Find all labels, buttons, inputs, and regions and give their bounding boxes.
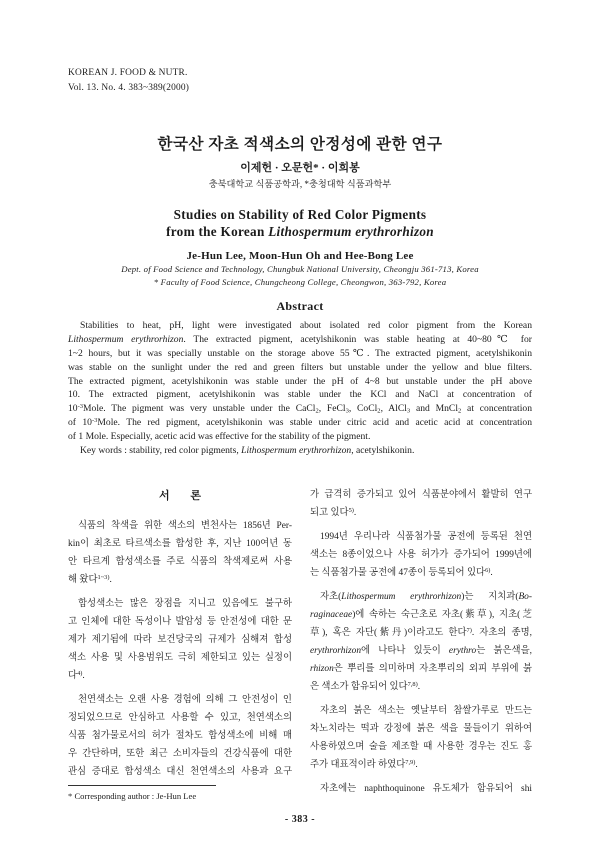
superscript: 4)	[77, 669, 83, 677]
text-line: $10^{-3}Mole$. The pigment was very unstable under the CaCl$_2$, FeCl$_3$, CoCl$_2$, AlCl$_3$ and MnCl$_2$ at concentration	[68, 403, 532, 415]
affiliation-korean: 충북대학교 식품공학과, *충청대학 식품과학부	[208, 179, 392, 189]
text-line: 다$^{4)}$.	[68, 669, 85, 681]
italic-text: Lithospermum erythrorhizon	[341, 592, 462, 602]
italic-text: Lithospermum erythrorhizon	[68, 333, 184, 345]
text-line: 는 식품첨가물 공전에 47종이 등록되어 있다$^{6)}$.	[310, 566, 493, 578]
superscript: -3	[77, 403, 84, 411]
page-number: - 383 -	[284, 814, 316, 825]
text-line: Lithospermum erythrorhizon. The extracted pigment, acetylshikonin was stable heating at 40~80℃ for	[68, 333, 532, 345]
subscript: 2	[377, 407, 381, 415]
text-line: 천연색소는 오랜 사용 경험에 의해 그 안전성이 인	[78, 695, 292, 705]
text-line: 차노치라는 떡과 강정에 붉은 색을 물들이기 위하여	[310, 724, 532, 734]
paragraph	[68, 691, 292, 781]
footnote-divider	[68, 785, 216, 786]
text-line: 색소는 8종이었으나 사용 허가가 증가되어 1999년에	[310, 550, 532, 560]
text-line: 1~2 hours, but it was specially unstable on the storage above 55℃. The extracted pigment, acetylshikonin	[68, 347, 532, 359]
paragraph	[68, 444, 532, 458]
italic-text: Lithospermum erythrorhizon	[268, 224, 434, 239]
journal-header	[68, 66, 189, 96]
title-english-line: Studies on Stability of Red Color Pigments	[173, 207, 427, 222]
subscript: 2	[315, 407, 319, 415]
journal-name: KOREAN J. FOOD & NUTR.	[68, 68, 188, 78]
superscript: 5)	[348, 506, 354, 514]
text-line: 안 타르계 합성색소를 주로 식품의 착색제로써 사용	[68, 557, 292, 567]
superscript: 6)	[485, 566, 491, 574]
paragraph	[310, 702, 532, 774]
abstract-heading: Abstract	[276, 299, 324, 313]
text-line: 자초(Lithospermum erythrorhizon)는 지치과(Bo-	[320, 592, 532, 602]
superscript: -3	[91, 416, 98, 424]
footnote: * Corresponding author : Je-Hun Lee	[68, 791, 197, 801]
italic-text: erythrorhizon	[310, 646, 362, 656]
italic-text: Lithospermum erythrorhizon	[241, 445, 352, 457]
text-line: 은 색소가 함유되어 있다$^{7,8)}$.	[310, 680, 421, 692]
text-line: of $10^{-3}Mole$. The red pigment, acetylshikonin was stable under citric acid and acetic acid at concentration	[68, 416, 533, 429]
text-line: 가 급격히 증가되고 있어 식품분야에서 활발히 연구	[310, 490, 532, 500]
text-line: 사용하였으며 술을 제조할 때 사용한 경우는 진도 홍	[310, 742, 532, 752]
text-line: 草), 혹은 자단(紫丹)이라고도 한다$^{7)}$. 자초의 종명,	[310, 626, 532, 638]
text-line: 우 간단하며, 또한 최근 소비자들의 건강식품에 대한	[68, 749, 292, 759]
journal-volume: Vol. 13. No. 4. 383~389(2000)	[68, 83, 190, 93]
text-line: Key words : stability, red color pigments, Lithospermum erythrorhizon, acetylshikonin.	[80, 445, 415, 457]
paragraph	[68, 595, 292, 685]
subscript: 3	[345, 407, 349, 415]
italic-text: raginaceae	[310, 610, 353, 620]
affiliation-line: Dept. of Food Science and Technology, Chungbuk National University, Cheongju 361-713, Korea	[121, 264, 479, 274]
superscript: 1~3)	[97, 573, 110, 581]
text-line: 관심 증대로 합성색소 대신 천연색소의 사용과 요구	[68, 767, 292, 777]
text-line: 식품 첨가물로서의 허가 절차도 합성색소에 비해 매	[68, 731, 292, 741]
italic-text: rhizon	[310, 664, 334, 674]
superscript: 7)	[466, 626, 472, 634]
text-line: Stabilities to heat, pH, light were investigated about isolated red color pigment from the Korean	[80, 320, 532, 331]
text-line: was stable on the sunlight under the red and green filters but unstable under the yellow and blue filters.	[68, 361, 532, 373]
subscript: 2	[458, 407, 462, 415]
text-line: 합성색소는 많은 장점을 지니고 있음에도 불구하	[78, 599, 292, 609]
text-line: 식품의 착색을 위한 색소의 변천사는 1856년 Per-	[78, 521, 292, 531]
affiliation-line: * Faculty of Food Science, Chungcheong College, Cheongwon, 363-792, Korea	[153, 277, 447, 287]
paragraph	[310, 486, 532, 522]
authors-korean: 이제헌 · 오문헌* · 이희봉	[240, 162, 360, 174]
title-korean: 한국산 자초 적색소의 안정성에 관한 연구	[157, 136, 443, 153]
italic-text: Bo-	[518, 592, 532, 602]
affiliations-english	[0, 263, 600, 289]
abstract-body	[68, 319, 532, 458]
title-english	[0, 206, 600, 240]
authors-english: Je-Hun Lee, Moon-Hun Oh and Hee-Bong Lee	[186, 250, 414, 262]
text-line: 제가 제기됨에 따라 보건당국의 규제가 심해져 합성	[68, 635, 292, 645]
section-heading-introduction: 서 론	[158, 490, 210, 502]
text-line: 10. The extracted pigment, acetylshikonin was stable under the KCl and NaCl at concentration of	[68, 389, 532, 401]
superscript: 7,9)	[405, 758, 416, 766]
title-english-line: from the Korean Lithospermum erythrorhizon	[166, 224, 434, 239]
text-line: 해 왔다$^{1\sim 3)}$.	[68, 573, 112, 585]
text-line: 고 인체에 대한 독성이나 발암성 등 안전성에 대한 문	[68, 617, 292, 627]
text-line: 색소 사용 및 사용범위도 극히 제한되고 있는 실정이	[68, 653, 292, 663]
text-line: raginaceae)에 속하는 숙근초로 자초(紫草), 지초(芝	[310, 610, 532, 620]
text-line: kin이 최초로 타르색소를 합성한 후, 지난 100여년 동	[68, 539, 292, 549]
text-line: The extracted pigment, acetylshikonin was stable under the pH of 4~8 but unstable under the pH above	[68, 375, 532, 387]
text-line: 1994년 우리나라 식품첨가물 공전에 등록된 천연	[320, 532, 532, 542]
text-line: 주가 대표적이라 하였다$^{7,9)}$.	[310, 758, 418, 770]
text-line: 되고 있다$^{5)}$.	[310, 506, 357, 518]
right-column	[310, 486, 532, 798]
italic-text: erythro	[448, 646, 477, 656]
text-line: 정되었으므로 안심하고 사용할 수 있고, 천연색소의	[68, 713, 292, 723]
paragraph	[310, 588, 532, 696]
paragraph	[310, 528, 532, 582]
paragraph	[68, 517, 292, 589]
text-line: 자초에는 naphthoquinone 유도체가 함유되어 shi	[320, 784, 532, 794]
text-line: 자초의 붉은 색소는 옛날부터 참쌀가루로 만드는	[320, 706, 532, 716]
superscript: 7,8)	[407, 680, 418, 688]
subscript: 3	[406, 407, 411, 415]
paragraph	[310, 780, 532, 798]
text-line: rhizon은 뿌리를 의미하며 자초뿌리의 외피 부위에 붉	[310, 664, 532, 674]
text-line: of 1 Mole. Especially, acetic acid was effective for the stability of the pigment.	[68, 431, 371, 443]
text-line: erythrorhizon에 나타나 있듯이 erythro는 붉은색을,	[310, 646, 532, 656]
paragraph	[68, 319, 532, 444]
left-column	[68, 517, 292, 781]
